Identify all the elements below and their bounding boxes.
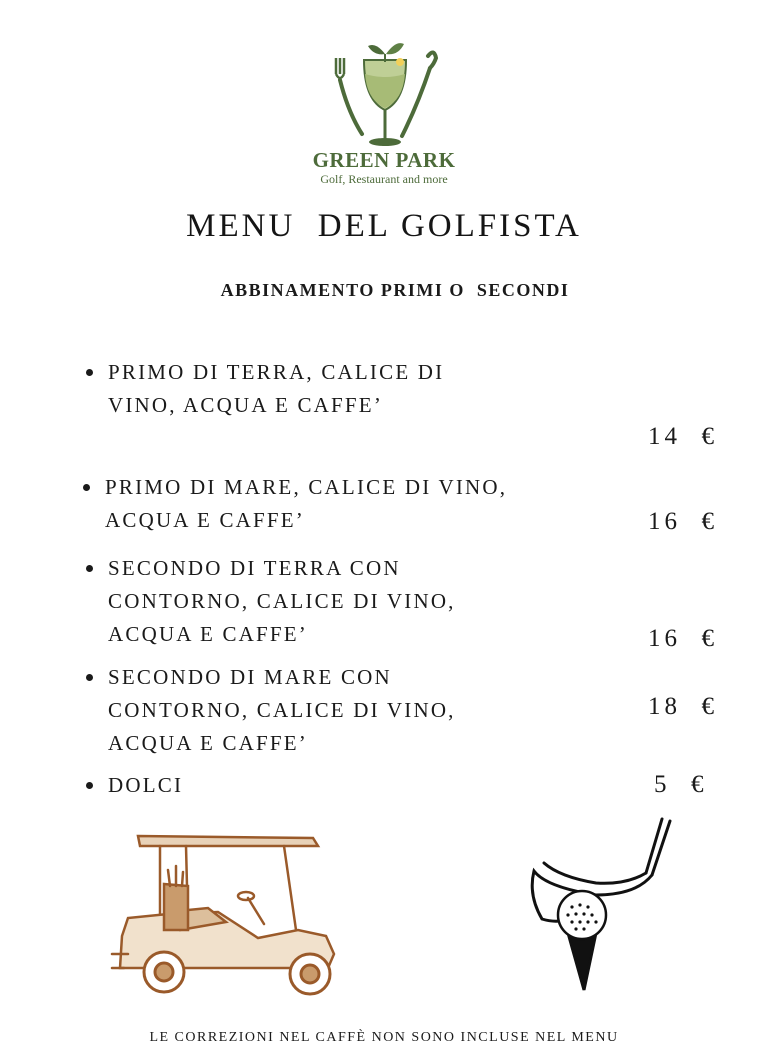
- page-title: MENU DEL GOLFISTA: [186, 208, 582, 244]
- menu-item: [108, 552, 456, 651]
- wine-glass-cutlery-icon: [310, 34, 460, 154]
- menu-item-line: SECONDO DI MARE CON: [108, 665, 392, 689]
- menu-item-price: 18 €: [648, 693, 718, 720]
- menu-item-price: 5 €: [654, 771, 708, 798]
- golf-club-and-ball-icon: [526, 815, 676, 995]
- golf-cart-icon: [108, 826, 343, 998]
- bullet: [83, 484, 90, 491]
- menu-subtitle: ABBINAMENTO PRIMI O SECONDI: [220, 280, 570, 300]
- menu-item: [108, 661, 456, 760]
- menu-item-line: CONTORNO, CALICE DI VINO,: [108, 698, 456, 722]
- menu-item-line: ACQUA E CAFFE’: [105, 508, 305, 532]
- menu-item-line: SECONDO DI TERRA CON: [108, 556, 401, 580]
- menu-item-line: CONTORNO, CALICE DI VINO,: [108, 589, 456, 613]
- menu-item: [105, 471, 507, 537]
- menu-item-line: PRIMO DI MARE, CALICE DI VINO,: [105, 475, 508, 499]
- menu-item-line: ACQUA E CAFFE’: [108, 731, 308, 755]
- bullet: [86, 565, 93, 572]
- bullet: [86, 782, 93, 789]
- brand-name: GREEN PARK: [312, 148, 456, 172]
- menu-item: [108, 356, 444, 422]
- menu-item-price: 16 €: [648, 625, 718, 652]
- menu-item-price: 14 €: [648, 423, 718, 450]
- brand-tagline: Golf, Restaurant and more: [320, 172, 448, 186]
- bullet: [86, 674, 93, 681]
- menu-item-line: PRIMO DI TERRA, CALICE DI: [108, 360, 445, 384]
- footer-note: LE CORREZIONI NEL CAFFÈ NON SONO INCLUSE NEL MENU: [149, 1030, 619, 1045]
- menu-item-line: DOLCI: [108, 773, 184, 797]
- menu-item-line: ACQUA E CAFFE’: [108, 622, 308, 646]
- menu-item: [108, 769, 183, 802]
- menu-item-price: 16 €: [648, 508, 718, 535]
- menu-item-line: VINO, ACQUA E CAFFE’: [108, 393, 384, 417]
- bullet: [86, 369, 93, 376]
